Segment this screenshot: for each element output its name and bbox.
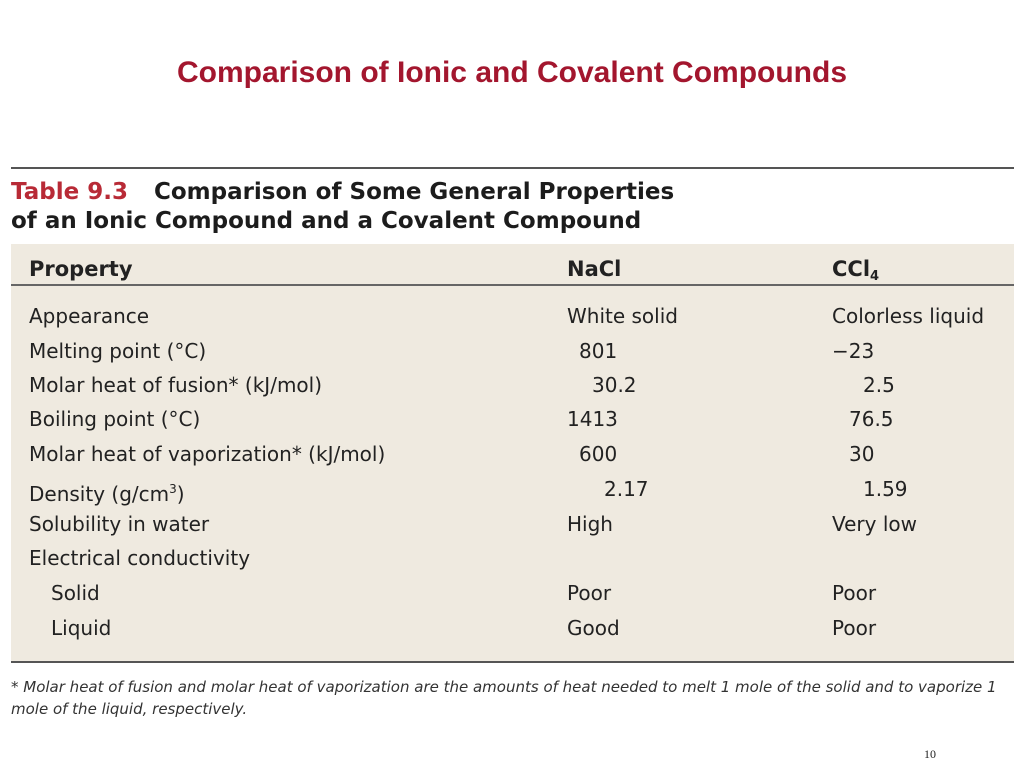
table-row-property: Solid (51, 581, 100, 605)
table-row-nacl: 600 (579, 442, 618, 466)
table-row-nacl: 1413 (567, 407, 618, 431)
table-footnote: * Molar heat of fusion and molar heat of vaporization are the amounts of heat needed to melt 1 mole of the solid and to vaporize 1 mole of the liquid, respectively. (11, 678, 997, 718)
slide-title: Comparison of Ionic and Covalent Compounds (176, 56, 848, 89)
table-row-property: Electrical conductivity (29, 546, 251, 570)
table-row-property: Appearance (29, 304, 150, 328)
density-label: Density (g/cm (29, 482, 170, 506)
table-row-nacl: High (567, 512, 613, 536)
table-row-property: Molar heat of vaporization* (kJ/mol) (29, 442, 386, 466)
header-rule (11, 284, 1014, 286)
table-top-rule (11, 167, 1014, 169)
table-row-ccl4: −23 (832, 339, 875, 363)
header-ccl4-base: CCl (832, 257, 871, 281)
density-superscript: 3 (169, 482, 177, 496)
density-close: ) (176, 482, 185, 506)
table-row-ccl4: Poor (832, 616, 877, 640)
table-row-property: Melting point (°C) (29, 339, 207, 363)
table-row-ccl4: Colorless liquid (832, 304, 985, 328)
table-number: Table 9.3 (11, 179, 128, 205)
table-row-property: Boiling point (°C) (29, 407, 201, 431)
table-row-nacl: Poor (567, 581, 612, 605)
table-row-nacl: Good (567, 616, 620, 640)
header-property: Property (29, 257, 133, 281)
table-caption-line-2: of an Ionic Compound and a Covalent Compound (11, 208, 642, 234)
table-caption (11, 178, 1014, 236)
table-row-ccl4: 2.5 (863, 373, 895, 397)
table-row-ccl4: 30 (849, 442, 875, 466)
table-row-nacl: 2.17 (604, 477, 649, 501)
table-row-ccl4: 1.59 (863, 477, 908, 501)
table-row-ccl4: Very low (832, 512, 917, 536)
table-row-property: Solubility in water (29, 512, 210, 536)
table-row-nacl: 801 (579, 339, 618, 363)
table-row-ccl4: Poor (832, 581, 877, 605)
table-row-property: Liquid (51, 616, 112, 640)
table-row-nacl: White solid (567, 304, 678, 328)
table-row-property (29, 477, 185, 506)
page-number: 10 (924, 747, 936, 761)
table-row-nacl: 30.2 (592, 373, 637, 397)
table-row-ccl4: 76.5 (849, 407, 894, 431)
header-nacl: NaCl (567, 257, 622, 281)
table-caption-line-1: Comparison of Some General Properties (153, 179, 675, 205)
header-ccl4-subscript: 4 (870, 269, 880, 284)
table-row-property: Molar heat of fusion* (kJ/mol) (29, 373, 323, 397)
properties-table (11, 244, 1014, 663)
